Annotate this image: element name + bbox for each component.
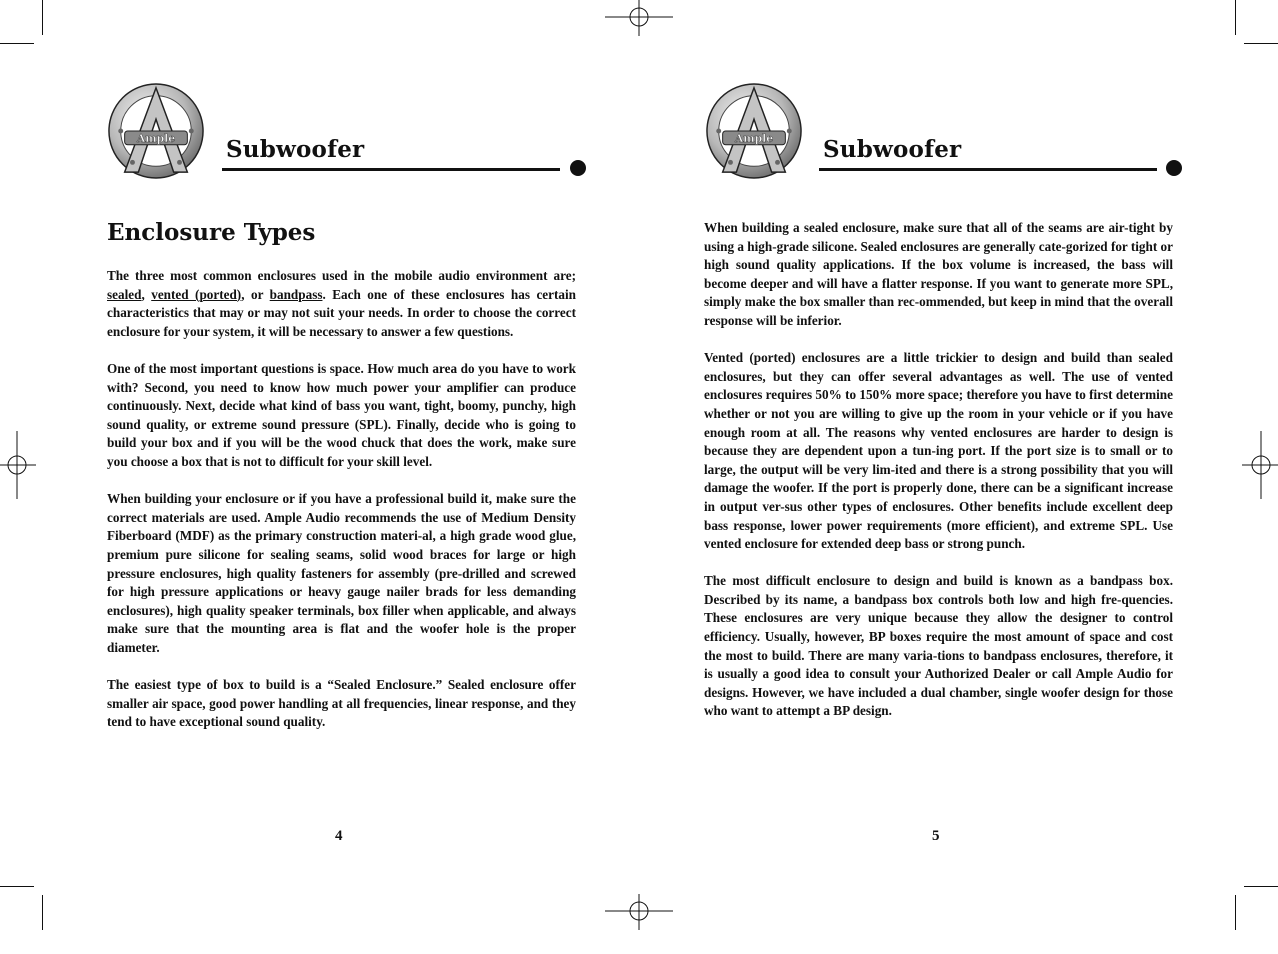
ample-logo-icon xyxy=(705,82,803,180)
header-dot xyxy=(570,160,586,176)
enclosure-term: vented (ported) xyxy=(151,286,242,302)
page-number: 5 xyxy=(932,828,940,844)
header-title: Subwoofer xyxy=(823,136,962,163)
paragraph: The most difficult enclosure to design and build is known as a bandpass box. Described by its name, a bandpass box controls both low and high fre-quencies. These enclosures are very unique because they allow the designer to control efficiency. Usually, however, BP boxes require the most amount of space and cost the most to build. There are many varia-tions to bandpass enclosures, therefore, it is usually a good idea to consult your Authorized Dealer or call Ample Audio for designs. However, we have included a dual chamber, single woofer design for those who want to attempt a BP design. xyxy=(704,573,1173,719)
paragraph: The easiest type of box to build is a “Sealed Enclosure.” Sealed enclosure offer smaller air space, good power handling at all frequencies, linear response, and they tend to have exceptional sound quality. xyxy=(107,677,576,730)
section-title: Enclosure Types xyxy=(107,219,316,246)
header-rule xyxy=(222,168,560,171)
header-title: Subwoofer xyxy=(226,136,365,163)
logo-text: Ample xyxy=(136,131,176,145)
paragraph: When building a sealed enclosure, make sure that all of the seams are air-tight by using a high-grade silicone. Sealed enclosures are generally cate-gorized for tight or high sound quality applications. If the box volume is increased, the bass will become deeper and will have a flatter response. If you want to generate more SPL, simply make the box smaller than rec-ommended, but keep in mind that the overall response will be inferior. xyxy=(704,220,1173,328)
paragraph: One of the most important questions is space. How much area do you have to work with? Second, you need to know how much power your amplifier can produce continuously. Next, decide what kind of bass you want, tight, boomy, punchy, high sound quality, or extreme sound pressure (SPL). Finally, decide who is going to build your box and if you will be the wood chuck that does the work, make sure you choose a box that is not to difficult for your skill level. xyxy=(107,360,576,469)
body-text xyxy=(107,267,576,750)
enclosure-term: sealed xyxy=(107,286,142,302)
body-text xyxy=(704,219,1173,740)
ample-logo-icon xyxy=(107,82,205,180)
header-rule xyxy=(819,168,1157,171)
logo-text: Ample xyxy=(734,131,774,145)
enclosure-term: bandpass xyxy=(269,286,323,302)
header-dot xyxy=(1166,160,1182,176)
page-number: 4 xyxy=(335,828,343,844)
paragraph: Vented (ported) enclosures are a little trickier to design and build than sealed enclosures, but they can offer several advantages as well. The use of vented enclosures requires 50% to 150% more space; therefore you have to first determine whether or not you are willing to give up the room in your vehicle or if you have enough room at all. The reasons why vented enclosures are harder to design is because they are dependent upon a tun-ing port. If the port size is to small or to large, the output will be very lim-ited and there is a strong possibility that you will damage the woofer. If the port is properly done, there can be a significant increase in output ver-sus other types of enclosures. Other benefits include excellent deep bass response, lower power requirements (more efficient), and extreme SPL. Use vented enclosure for extended deep bass or strong punch. xyxy=(704,350,1173,552)
page-right xyxy=(639,0,1278,954)
paragraph: The three most common enclosures used in the mobile audio environment are; sealed, vented (ported), or bandpass. Each one of these enclosures has certain characteristics that may or may not suit your needs. In order to choose the correct enclosure for your system, it will be necessary to answer a few questions. xyxy=(107,268,576,339)
paragraph: When building your enclosure or if you have a professional build it, make sure the correct materials are used. Ample Audio recommends the use of Medium Density Fiberboard (MDF) as the primary construction materi-al, a high grade wood glue, premium pure silicone for sealing seams, solid wood braces for large or high pressure enclosures, high quality fasteners for assembly (pre-drilled and screwed for high pressure applications or heavy gauge nailer brads for less demanding enclosures), high quality speaker terminals, box filler when applicable, and always make sure that the mounting area is flat and the woofer hole is the proper diameter. xyxy=(107,491,576,655)
